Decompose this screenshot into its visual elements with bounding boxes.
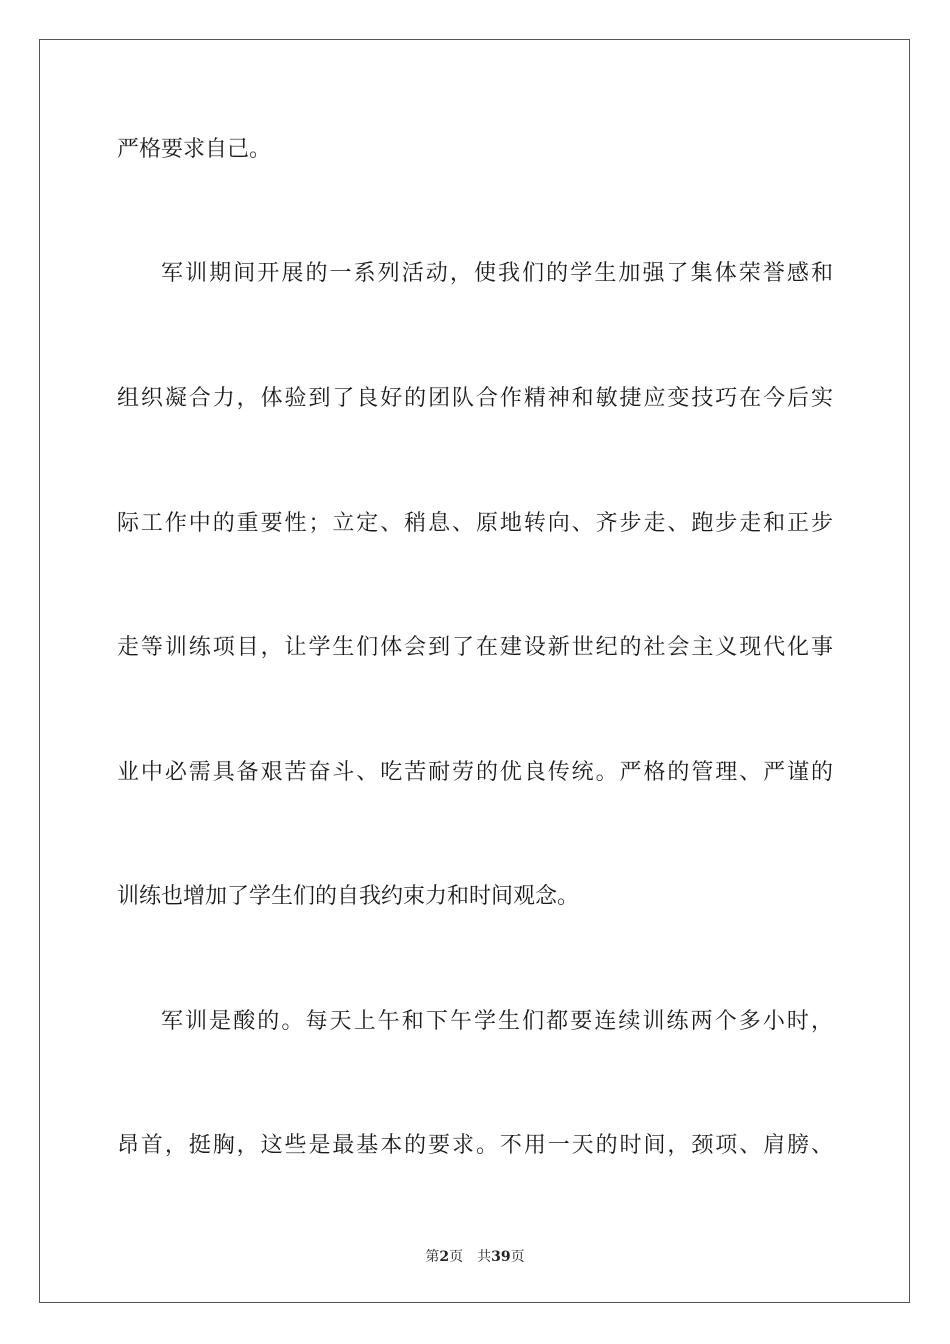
text-line-4: 际工作中的重要性；立定、稍息、原地转向、齐步走、跑步走和正步	[117, 511, 833, 536]
text-line-3: 组织凝合力，体验到了良好的团队合作精神和敏捷应变技巧在今后实	[117, 386, 833, 411]
text-line-5: 走等训练项目，让学生们体会到了在建设新世纪的社会主义现代化事	[117, 635, 833, 660]
text-line-9: 昂首，挺胸，这些是最基本的要求。不用一天的时间，颈项、肩膀、	[117, 1133, 833, 1158]
text-line-8: 军训是酸的。每天上午和下午学生们都要连续训练两个多小时，	[161, 1009, 833, 1034]
footer-page-prefix: 第	[425, 1249, 440, 1265]
footer-page-suffix: 页	[449, 1249, 464, 1265]
page-footer	[0, 1248, 950, 1266]
text-line-7: 训练也增加了学生们的自我约束力和时间观念。	[117, 884, 580, 909]
text-line-6: 业中必需具备艰苦奋斗、吃苦耐劳的优良传统。严格的管理、严谨的	[117, 760, 833, 785]
text-line-2: 军训期间开展的一系列活动，使我们的学生加强了集体荣誉感和	[161, 261, 833, 286]
page-border	[39, 39, 910, 1303]
footer-total-pages: 39	[491, 1249, 511, 1265]
text-line-1: 严格要求自己。	[117, 137, 272, 162]
footer-total-suffix: 页	[510, 1249, 525, 1265]
footer-total-prefix: 共	[477, 1249, 492, 1265]
footer-page-number: 2	[439, 1249, 450, 1265]
